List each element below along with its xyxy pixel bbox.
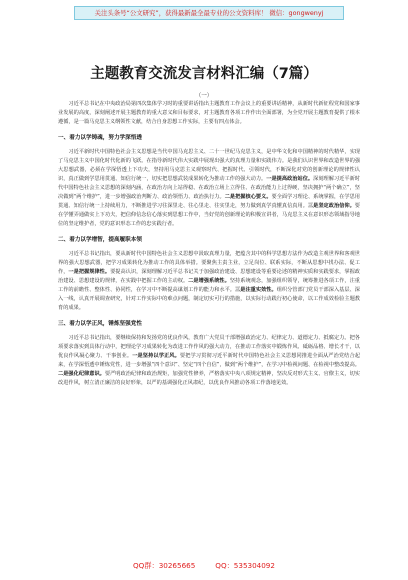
section-number: （一）: [195, 93, 213, 99]
document-title: 主题教育交流发言材料汇编（7篇）: [90, 66, 318, 82]
text-run: 要全面学习理论、系统掌握，在学思用贯通、知信行统一上持续用力，不断推进学习往深里走、往心里走、往实里走，努力做到真学真懂真信真用。: [58, 194, 360, 209]
bold-point: 一是提高政治站位。: [266, 176, 314, 182]
bold-point: 三是注重实效性。: [235, 287, 277, 293]
text-run: 深刻理解习近平新时代中国特色社会主义思想的深刻内涵，在政治方向上站得稳、在政治立场上立得住、在政治能力上过得硬，坚决拥护“两个确立”，坚决做到“两个维护”，进一步增强政治判断力、政治领悟力、政治执行力。: [58, 176, 360, 200]
text-run: 习近平新时代中国特色社会主义思想是当代中国马克思主义、二十一世纪马克思主义，是中华文化和中国精神的时代精华，实现了马克思主义中国化时代化新的飞跃。在指导新时代伟大实践中展现出强大的真理力量和实践伟力。是我们认识世界和改造世界的强大思想武器，必须在学深悟透上下功夫，坚持用马克思主义观察时代、把握时代、引领时代，不断深化对党的创新理论的规律性认识，真正做到学思用贯通、知信行统一，切实把思想武装成果转化为推动工作的强大动力。: [58, 149, 360, 182]
text-run: 习近平总书记指出，要从新时代中国特色社会主义思想中汲取真理力量，把蕴含其中的科学思想方法作为改造主观世界和客观世界的强大思想武器，把学习成果转化为推动工作的具体举措。要聚焦主责主业，立足岗位、联系实际，不断从思想中找办法、促工作，: [58, 251, 360, 275]
promo-banner: 关注头条号“公文研究”，获得最新最全最专业的公文资料库！ 微信：gongwenyj: [74, 6, 344, 20]
qq-group-number: QQ群：30265665: [133, 561, 196, 570]
text-run: 坚持系统观念，加强组织领导，统筹推进各项工作，注重工作的前瞻性、整体性、协同性，在学习中不断提高谋划工作的能力和水平。: [58, 278, 360, 293]
intro-paragraph: 习近平总书记在中央政治局第四次集体学习时的重要讲话指出主题教育工作会议上的重要讲话精神，从新时代新征程党和国家事业发展的高度，深刻阐述开展主题教育的重大意义和目标要求，对主题教育各项工作作出全面部署，为全党开展主题教育提供了根本遵循，是一篇马克思主义纲领性文献，结合自身思想工作实际，主要有四点体会。: [58, 101, 360, 125]
bold-point: 三是坚定政治信仰。: [307, 203, 355, 209]
section-1-paragraph: [58, 148, 360, 229]
contact-footer: [0, 561, 408, 571]
bold-point: 一是坚持以学正风。: [132, 353, 180, 359]
document-body: [58, 100, 360, 388]
text-run: 要把学习贯彻习近平新时代中国特色社会主义思想同推进全面从严治党结合起来，在学深悟透中锤炼党性，进一步增强“四个意识”、坚定“四个自信”，做到“两个维护”，在学习中检视问题、在检视中整改提高。: [58, 353, 360, 368]
section-heading-1: 一、着力以学铸魂，努力学深悟透: [58, 135, 142, 141]
bold-point: 二是增强系统性。: [188, 278, 230, 284]
bold-point: 二是把握核心要义。: [224, 194, 272, 200]
text-run: 要提高认识，深刻理解习近平总书记关于加强政治建设、思想建设等重要论述的精神实质和实践要求，掌握政治建设、思想建设的规律，在实践中把握工作的主动权。: [58, 269, 360, 284]
section-2-paragraph: [58, 250, 360, 313]
bold-point: 一是把握规律性。: [68, 269, 111, 275]
qq-number: QQ：535304092: [215, 561, 275, 570]
bold-point: 二是强化纪律意识。: [58, 371, 105, 377]
section-3-paragraph: [58, 334, 360, 388]
text-run: 要在学懂弄通做实上下功夫，把信仰信念信心落实到思想工作中，当好党的创新理论的积极宣讲者，马克思主义在意识形态领域指导地位的坚定维护者，党的意识形态工作的忠实践行者。: [58, 203, 360, 227]
text-run: 要严明政治纪律和政治规矩，加强党性修养，严格落实中央八项规定精神，坚决反对形式主义、官僚主义，切实改进作风，树立清正廉洁的良好形象，以严的基调强化正风肃纪，以优良作风推动各项工作落地见效。: [58, 371, 360, 386]
text-run: 组织分管部门党员干部深入基层、深入一线，认真开展调查研究，针对工作实际中的难点问题，制定切实可行的措施，以实际行动践行初心使命，以工作成效检验主题教育的成果。: [58, 287, 360, 311]
section-heading-2: 二、着力以学增智，提高履职本领: [58, 237, 142, 243]
section-heading-3: 三、着力以学正风，锤炼坚强党性: [58, 321, 142, 327]
text-run: 习近平总书记指出，要继续保持和发扬党的优良作风，教育广大党员干部增强政治定力、纪律定力、道德定力、抵腐定力。把各项要求落实到具体行动中，把理论学习成果转化为改进工作作风的强大动力，在推动工作落实中锻炼作风、砥砺品格、增长才干，以优良作风凝心聚力、干事创业。: [58, 335, 360, 359]
